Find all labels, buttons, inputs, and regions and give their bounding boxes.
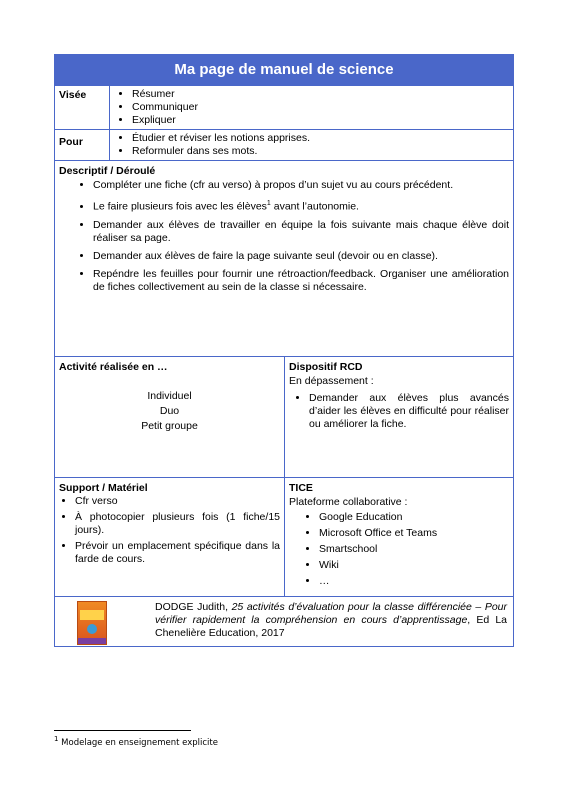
- pour-row: [55, 129, 513, 160]
- activite-cell: [55, 357, 284, 477]
- book-cover-image: [77, 601, 107, 645]
- tice-heading: TICE: [289, 482, 313, 494]
- list-item: • …: [319, 575, 513, 588]
- list-item: • Demander aux élèves plus avancés d’aider les élèves en difficulté pour réaliser ou améliorer la fiche.: [309, 392, 509, 431]
- rcd-list: [285, 392, 513, 431]
- list-item: • Smartschool: [319, 543, 513, 556]
- list-item: • Demander aux élèves de travailler en équipe la fois suivante mais chaque élève doit réaliser sa page.: [93, 219, 513, 245]
- reference-publisher: , Ed La Chenelière Education, 2017: [155, 614, 508, 639]
- organisation-row: [55, 356, 513, 477]
- list-item: • Compléter une fiche (cfr au verso) à propos d’un sujet vu au cours précédent.: [93, 179, 513, 192]
- list-item: • Expliquer: [132, 114, 509, 127]
- pour-value: [109, 130, 513, 160]
- list-item: • Étudier et réviser les notions apprises.: [132, 132, 509, 145]
- reference-row: [55, 596, 513, 646]
- tice-list: [285, 511, 513, 588]
- mode-item: Duo: [159, 405, 180, 417]
- reference-author: DODGE Judith,: [155, 601, 232, 613]
- rcd-cell: [284, 357, 513, 477]
- support-heading: Support / Matériel: [59, 482, 148, 494]
- list-item: • Cfr verso: [75, 495, 280, 508]
- page-title: Ma page de manuel de science: [55, 55, 513, 85]
- footnote-ref: 1: [266, 200, 271, 207]
- reference-text: [121, 597, 513, 646]
- footnote-mark: 1: [54, 735, 59, 743]
- rcd-intro: En dépassement :: [289, 375, 374, 387]
- list-item: • Repéndre les feuilles pour fournir une rétroaction/feedback. Organiser une amélioration de fiches collectivement au sein de la classe si nécessaire.: [93, 268, 513, 294]
- list-item-text: Le faire plusieurs fois avec les élèves: [93, 200, 267, 213]
- footnote-text: Modelage en enseignement explicite: [58, 737, 218, 748]
- list-item: • Demander aux élèves de faire la page suivante seul (devoir ou en classe).: [93, 250, 513, 263]
- list-item: • À photocopier plusieurs fois (1 fiche/15 jours).: [75, 511, 280, 537]
- pour-label: Pour: [59, 136, 83, 148]
- descriptif-section: [55, 160, 513, 356]
- list-item: • Prévoir un emplacement spécifique dans la farde de cours.: [75, 540, 280, 566]
- vise-value: [109, 86, 513, 129]
- list-item: • Google Education: [319, 511, 513, 524]
- reference-book-title: 25 activités d’évaluation pour la classe différenciée – Pour vérifier rapidement la compréhension en cours d’apprentissage: [155, 601, 507, 626]
- pour-list: [114, 132, 509, 158]
- materiel-row: [55, 477, 513, 596]
- tice-intro: Plateforme collaborative :: [289, 496, 408, 508]
- support-list: [55, 495, 284, 566]
- list-item: • Reformuler dans ses mots.: [132, 145, 509, 158]
- list-item: • Wiki: [319, 559, 513, 572]
- footnote: [54, 735, 218, 748]
- list-item-text: avant l’autonomie.: [270, 200, 359, 213]
- descriptif-list: [55, 179, 513, 294]
- activite-heading: Activité réalisée en …: [59, 361, 168, 373]
- list-item: • Communiquer: [132, 101, 509, 114]
- list-item: [93, 197, 513, 214]
- mode-item: Petit groupe: [141, 420, 198, 432]
- footnote-separator: [54, 730, 191, 731]
- vise-list: [114, 88, 509, 127]
- activity-sheet: [54, 54, 514, 647]
- list-item: • Résumer: [132, 88, 509, 101]
- rcd-heading: Dispositif RCD: [289, 361, 363, 373]
- descriptif-heading: Descriptif / Déroulé: [59, 165, 156, 177]
- support-cell: [55, 478, 284, 596]
- list-item: • Microsoft Office et Teams: [319, 527, 513, 540]
- activite-modes: [55, 389, 284, 434]
- vise-row: [55, 85, 513, 129]
- tice-cell: [284, 478, 513, 596]
- mode-item: Individuel: [147, 390, 192, 402]
- vise-label: Visée: [59, 89, 87, 101]
